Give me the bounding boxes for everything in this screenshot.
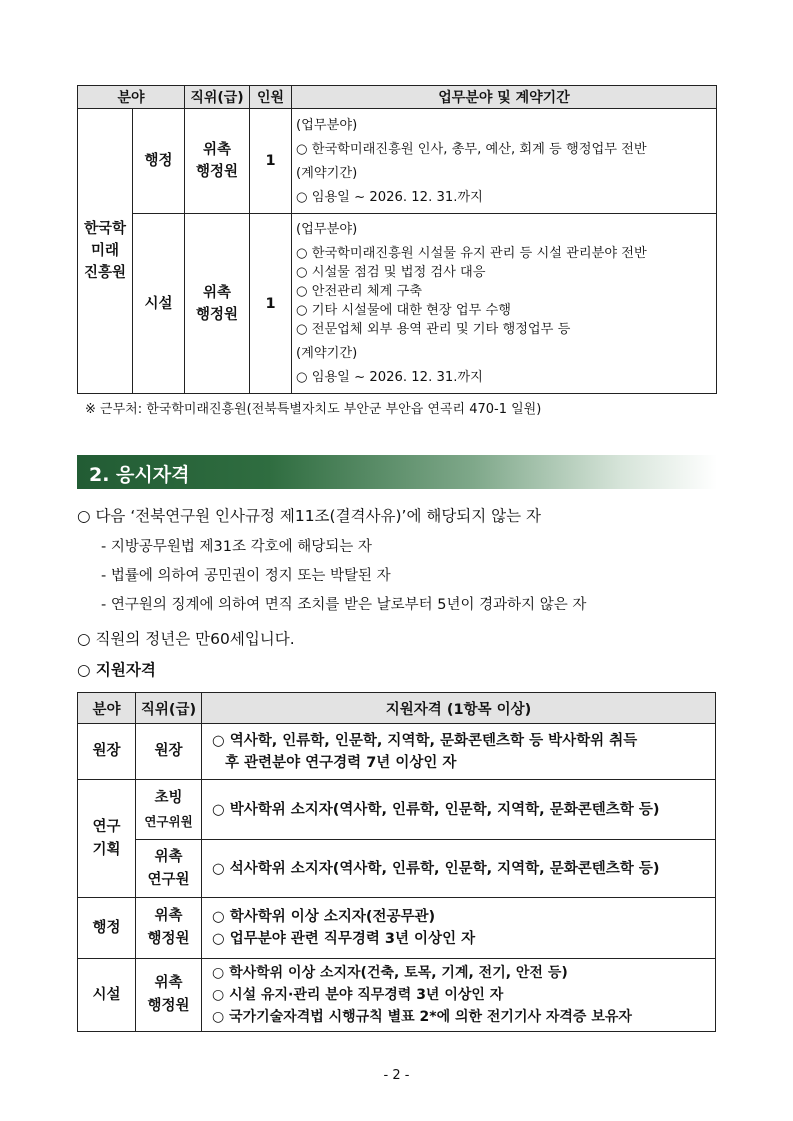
header-field: 분야 bbox=[78, 693, 136, 724]
position-line: 위촉 bbox=[202, 142, 231, 158]
header-duty: 업무분야 및 계약기간 bbox=[292, 86, 717, 109]
position-line: 위촉 bbox=[154, 848, 183, 865]
sub-item: - 법률에 의하여 공민권이 정지 또는 박탈된 자 bbox=[101, 568, 391, 584]
section-title: 2. 응시자격 bbox=[89, 464, 190, 486]
position-line: 행정원 bbox=[147, 998, 190, 1014]
qualification-item: ○ 학사학위 이상 소지자(전공무관) bbox=[212, 909, 436, 925]
duty-cell bbox=[292, 109, 717, 214]
org-line: 진흥원 bbox=[83, 265, 127, 281]
bullet-qualifications: ○ 지원자격 bbox=[77, 661, 156, 679]
qualification-cell bbox=[202, 898, 716, 959]
term-value: ○ 임용일 ~ 2026. 12. 31.까지 bbox=[296, 189, 483, 205]
term-value: ○ 임용일 ~ 2026. 12. 31.까지 bbox=[296, 370, 483, 385]
duty-label: (업무분야) bbox=[296, 117, 358, 133]
qualification-item: ○ 역사학, 인류학, 인문학, 지역학, 문화콘텐츠학 등 박사학위 취득 bbox=[212, 732, 638, 749]
field-cell bbox=[78, 780, 136, 898]
qualification-item: ○ 학사학위 이상 소지자(건축, 토목, 기계, 전기, 안전 등) bbox=[212, 965, 568, 981]
qualification-cell bbox=[202, 959, 716, 1032]
qualification-cell bbox=[202, 724, 716, 780]
field-line: 연구 bbox=[92, 818, 121, 835]
header-field: 분야 bbox=[78, 86, 185, 109]
header-qualification: 지원자격 (1항목 이상) bbox=[202, 693, 716, 724]
qualification-item: ○ 국가기술자격법 시행규칙 별표 2*에 의한 전기기사 자격증 보유자 bbox=[212, 1009, 632, 1025]
qualification-item: ○ 박사학위 소지자(역사학, 인류학, 인문학, 지역학, 문화콘텐츠학 등) bbox=[212, 801, 660, 818]
sub-item: - 지방공무원법 제31조 각호에 해당되는 자 bbox=[101, 539, 372, 555]
qualification-cell bbox=[202, 840, 716, 898]
qualification-item: ○ 업무분야 관련 직무경력 3년 이상인 자 bbox=[212, 931, 476, 947]
position-cell bbox=[185, 214, 250, 394]
duty-item: ○ 한국학미래진흥원 인사, 총무, 예산, 회계 등 행정업무 전반 bbox=[296, 141, 647, 157]
position-cell bbox=[185, 109, 250, 214]
duty-item: ○ 안전관리 체계 구축 bbox=[296, 284, 422, 299]
field-cell: 시설 bbox=[133, 214, 185, 394]
position-line: 초빙 bbox=[154, 789, 183, 806]
duty-label: (업무분야) bbox=[296, 222, 358, 237]
term-label: (계약기간) bbox=[296, 346, 358, 361]
field-cell: 행정 bbox=[78, 898, 136, 959]
field-cell: 행정 bbox=[133, 109, 185, 214]
duty-item: ○ 한국학미래진흥원 시설물 유지 관리 등 시설 관리분야 전반 bbox=[296, 246, 647, 261]
qualification-cell bbox=[202, 780, 716, 840]
header-position: 직위(급) bbox=[185, 86, 250, 109]
qualification-table bbox=[77, 692, 716, 1032]
position-line: 위촉 bbox=[154, 908, 183, 924]
position-cell bbox=[136, 780, 202, 840]
header-position: 직위(급) bbox=[136, 693, 202, 724]
position-cell: 원장 bbox=[136, 724, 202, 780]
position-cell bbox=[136, 959, 202, 1032]
sub-item: - 연구원의 징계에 의하여 면직 조치를 받은 날로부터 5년이 경과하지 않은 자 bbox=[101, 597, 587, 613]
workplace-note: ※ 근무처: 한국학미래진흥원(전북특별자치도 부안군 부안읍 연곡리 470-1 일원) bbox=[85, 402, 542, 417]
field-cell: 시설 bbox=[78, 959, 136, 1032]
position-line: 연구원 bbox=[147, 871, 190, 888]
position-cell bbox=[136, 898, 202, 959]
duty-item: ○ 기타 시설물에 대한 현장 업무 수행 bbox=[296, 303, 512, 318]
duty-item: ○ 시설물 점검 및 법정 검사 대응 bbox=[296, 265, 486, 280]
position-line: 행정원 bbox=[195, 306, 239, 323]
header-count: 인원 bbox=[250, 86, 292, 109]
page-number: - 2 - bbox=[383, 1068, 410, 1083]
position-line: 연구위원 bbox=[144, 813, 193, 829]
count-cell: 1 bbox=[250, 214, 292, 394]
org-cell bbox=[78, 109, 133, 394]
bullet-retirement-age: ○ 직원의 정년은 만60세입니다. bbox=[77, 630, 295, 648]
position-line: 위촉 bbox=[202, 284, 231, 301]
section-heading bbox=[77, 455, 717, 489]
field-cell: 원장 bbox=[78, 724, 136, 780]
org-line: 미래 bbox=[90, 243, 119, 259]
qualification-item: ○ 시설 유지·관리 분야 직무경력 3년 이상인 자 bbox=[212, 987, 504, 1003]
field-line: 기획 bbox=[92, 841, 121, 858]
position-line: 행정원 bbox=[195, 164, 239, 180]
bullet-disqualification: ○ 다음 ‘전북연구원 인사규정 제11조(결격사유)’에 해당되지 않는 자 bbox=[77, 507, 542, 525]
duty-item: ○ 전문업체 외부 용역 관리 및 기타 행정업무 등 bbox=[296, 322, 571, 337]
position-cell bbox=[136, 840, 202, 898]
position-line: 행정원 bbox=[147, 931, 190, 947]
qualification-item: 후 관련분야 연구경력 7년 이상인 자 bbox=[225, 754, 457, 771]
duty-cell bbox=[292, 214, 717, 394]
position-table bbox=[77, 85, 717, 394]
position-line: 위촉 bbox=[154, 975, 183, 991]
qualification-item: ○ 석사학위 소지자(역사학, 인류학, 인문학, 지역학, 문화콘텐츠학 등) bbox=[212, 860, 660, 877]
count-cell: 1 bbox=[250, 109, 292, 214]
org-line: 한국학 bbox=[83, 221, 127, 237]
term-label: (계약기간) bbox=[296, 165, 358, 181]
